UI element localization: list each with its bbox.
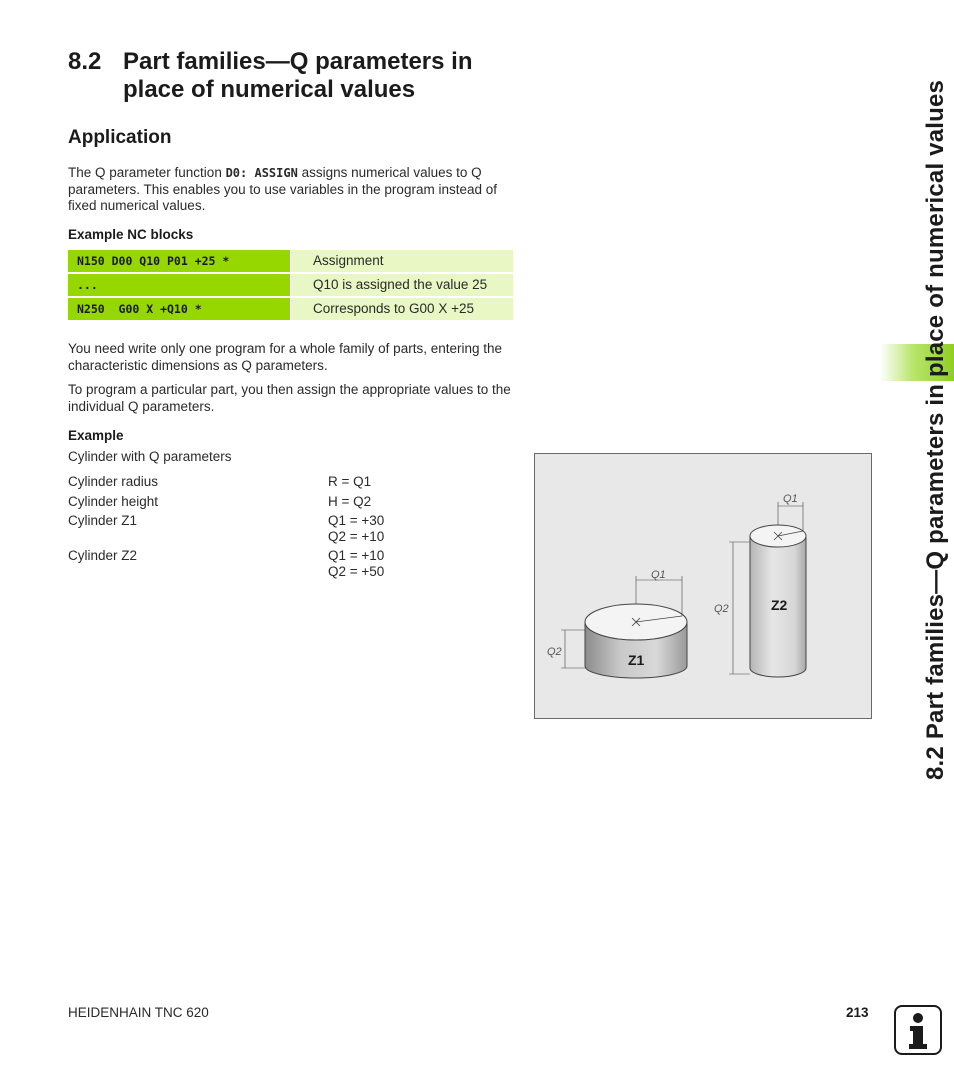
example-row-value: H = Q2 [328, 494, 372, 509]
side-running-title: 8.2 Part families—Q parameters in place of numerical values [922, 79, 949, 780]
section-title: Part families—Q parameters in place of numerical values [123, 48, 473, 103]
nc-blocks-table [68, 250, 513, 322]
z2-label: Z2 [771, 597, 788, 613]
example-subtitle: Cylinder with Q parameters [68, 449, 232, 464]
footer-product: HEIDENHAIN TNC 620 [68, 1005, 209, 1020]
info-glyph [896, 1007, 940, 1053]
example-row-name: Cylinder Z2 [68, 548, 138, 563]
page-title [68, 48, 528, 104]
info-icon [894, 1005, 942, 1055]
z2-q2-label: Q2 [714, 603, 729, 615]
nc-desc: Assignment [291, 250, 513, 272]
nc-code: N150 D00 Q10 P01 +25 * [68, 250, 290, 272]
nc-code: N250 G00 X +Q10 * [68, 298, 290, 320]
cylinder-figure [534, 453, 872, 719]
example-row-name: Cylinder height [68, 494, 159, 509]
nc-row [68, 274, 513, 296]
nc-row [68, 298, 513, 320]
example-row-value: Q1 = +10 [328, 548, 385, 563]
cylinder-illustration [535, 454, 871, 718]
example-row-value: R = Q1 [328, 474, 372, 489]
page-number: 213 [846, 1005, 869, 1020]
nc-desc: Q10 is assigned the value 25 [291, 274, 513, 296]
z1-q1-label: Q1 [651, 569, 666, 581]
family-paragraph: You need write only one program for a whole family of parts, entering the characteristic dimensions as Q parameters. [68, 341, 502, 373]
nc-desc: Corresponds to G00 X +25 [291, 298, 513, 320]
assign-paragraph: To program a particular part, you then assign the appropriate values to the individual Q parameters. [68, 382, 511, 414]
z1-q2-label: Q2 [547, 646, 562, 658]
example-row-name: Cylinder radius [68, 474, 159, 489]
example-row-value-2: Q2 = +10 [328, 529, 385, 544]
z1-label: Z1 [628, 652, 645, 668]
nc-row [68, 250, 513, 272]
cylinder-z1 [547, 569, 687, 678]
example-nc-label: Example NC blocks [68, 227, 194, 242]
intro-paragraph: The Q parameter function D0: ASSIGN assigns numerical values to Q parameters. This enables you to use variables in the program instead of fixed numerical values. [68, 165, 497, 213]
section-number: 8.2 [68, 48, 102, 75]
example-label: Example [68, 428, 124, 443]
application-heading: Application [68, 127, 172, 148]
example-row-name: Cylinder Z1 [68, 513, 138, 528]
z2-q1-label: Q1 [783, 493, 798, 505]
nc-code: ... [68, 274, 290, 296]
example-row-value-2: Q2 = +50 [328, 564, 385, 579]
example-row-value: Q1 = +30 [328, 513, 385, 528]
cylinder-z2 [714, 493, 806, 677]
function-code: D0: ASSIGN [225, 166, 298, 180]
